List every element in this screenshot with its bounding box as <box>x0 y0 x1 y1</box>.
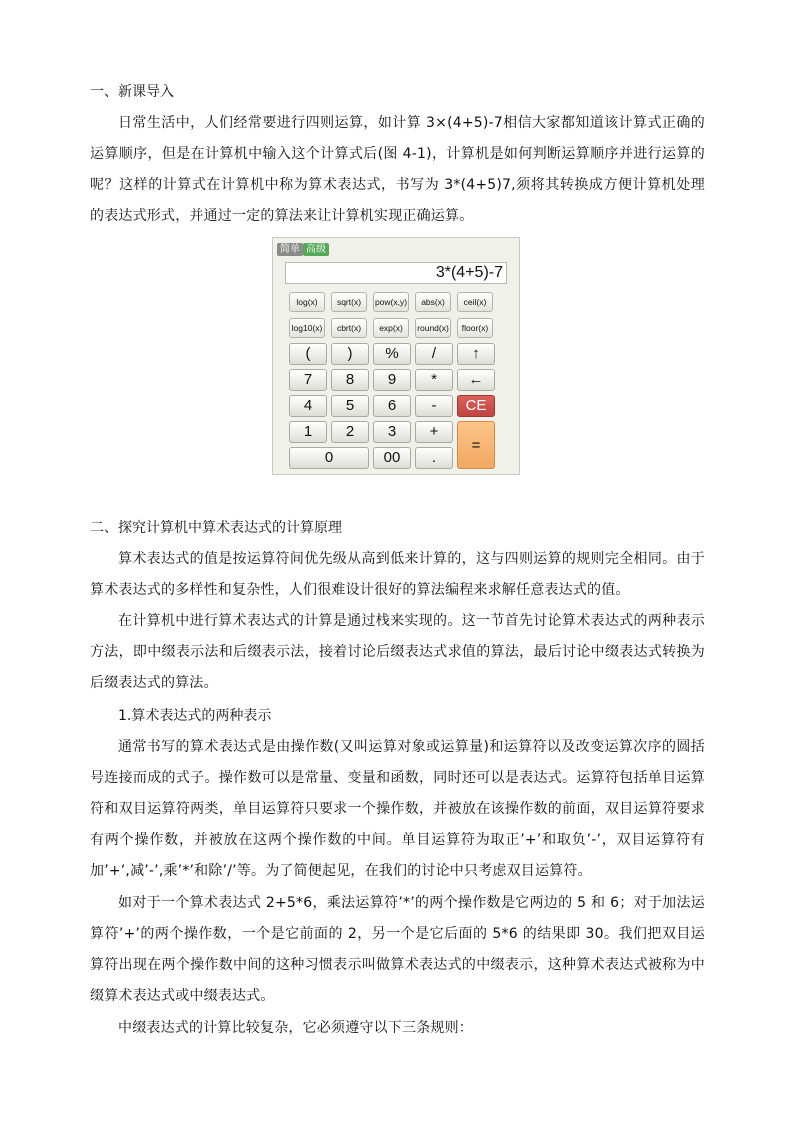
digit-5-button[interactable]: 5 <box>331 395 369 417</box>
mode-advanced-tab[interactable]: 高级 <box>303 243 329 256</box>
pow-button[interactable]: pow(x,y) <box>373 292 409 312</box>
section-heading-intro: 一、新课导入 <box>90 84 174 100</box>
digit-2-button[interactable]: 2 <box>331 421 369 443</box>
equals-button[interactable]: = <box>457 421 495 469</box>
paragraph-infix-example: 如对于一个算术表达式 2+5*6，乘法运算符’*’的两个操作数是它两边的 5 和 6；对于加法运算符’+’的两个操作数，一个是它前面的 2，另一个是它后面的 5*6 的结果即 30。我们把双目运算符出现在两个操作数中间的这种习惯表示叫做算术表达式的中缀表示，这种算术表达式被称为中缀算术表达式或中缀表达式。 <box>90 895 705 1004</box>
intro-paragraph: 日常生活中，人们经常要进行四则运算，如计算 3×(4+5)-7相信大家都知道该计算式正确的运算顺序，但是在计算机中输入这个计算式后(图 4-1)，计算机是如何判断运算顺序并进行运算的呢？这样的计算式在计算机中称为算术表达式，书写为 3*(4+5)7,须将其转换成方便计算机处理的表达式形式，并通过一定的算法来让计算机实现正确运算。 <box>90 115 705 224</box>
paragraph-priority: 算术表达式的值是按运算符间优先级从高到低来计算的，这与四则运算的规则完全相同。由于算术表达式的多样性和复杂性，人们很难设计很好的算法编程来求解任意表达式的值。 <box>90 551 705 598</box>
section-heading-principle: 二、探究计算机中算术表达式的计算原理 <box>90 520 342 536</box>
sqrt-button[interactable]: sqrt(x) <box>331 292 367 312</box>
digit-9-button[interactable]: 9 <box>373 369 411 391</box>
subsection-heading: 1.算术表达式的两种表示 <box>118 708 272 724</box>
backspace-arrow-icon[interactable]: ← <box>457 369 495 391</box>
percent-button[interactable]: % <box>373 343 411 365</box>
decimal-point-button[interactable]: . <box>415 447 453 469</box>
up-arrow-icon[interactable]: ↑ <box>457 343 495 365</box>
close-paren-button[interactable]: ) <box>331 343 369 365</box>
digit-4-button[interactable]: 4 <box>289 395 327 417</box>
paragraph-rules-intro: 中缀表达式的计算比较复杂，它必须遵守以下三条规则： <box>118 1020 473 1036</box>
divide-button[interactable]: / <box>415 343 453 365</box>
log-button[interactable]: log(x) <box>289 292 325 312</box>
calculator-display: 3*(4+5)-7 <box>285 262 507 284</box>
digit-3-button[interactable]: 3 <box>373 421 411 443</box>
mode-simple-tab[interactable]: 简单 <box>277 243 303 256</box>
exp-button[interactable]: exp(x) <box>373 318 409 338</box>
open-paren-button[interactable]: ( <box>289 343 327 365</box>
floor-button[interactable]: floor(x) <box>457 318 493 338</box>
calculator-figure <box>272 237 520 475</box>
round-button[interactable]: round(x) <box>415 318 451 338</box>
ceil-button[interactable]: ceil(x) <box>457 292 493 312</box>
plus-button[interactable]: + <box>415 421 453 443</box>
digit-0-button[interactable]: 0 <box>289 447 369 469</box>
paragraph-operands: 通常书写的算术表达式是由操作数(又叫运算对象或运算量)和运算符以及改变运算次序的圆括号连接而成的式子。操作数可以是常量、变量和函数，同时还可以是表达式。运算符包括单目运算符和双目运算符两类，单目运算符只要求一个操作数，并被放在该操作数的前面，双目运算符要求有两个操作数，并被放在这两个操作数的中间。单目运算符为取正’+’和取负’-’，双目运算符有加’+’,减’-’,乘’*’和除’/’等。为了简便起见，在我们的讨论中只考虑双目运算符。 <box>90 739 705 879</box>
digit-6-button[interactable]: 6 <box>373 395 411 417</box>
double-zero-button[interactable]: 00 <box>373 447 411 469</box>
digit-8-button[interactable]: 8 <box>331 369 369 391</box>
paragraph-stack: 在计算机中进行算术表达式的计算是通过栈来实现的。这一节首先讨论算术表达式的两种表示方法，即中缀表示法和后缀表示法，接着讨论后缀表达式求值的算法，最后讨论中缀表达式转换为后缀表达式的算法。 <box>90 613 705 691</box>
digit-1-button[interactable]: 1 <box>289 421 327 443</box>
minus-button[interactable]: - <box>415 395 453 417</box>
abs-button[interactable]: abs(x) <box>415 292 451 312</box>
digit-7-button[interactable]: 7 <box>289 369 327 391</box>
multiply-button[interactable]: * <box>415 369 453 391</box>
cbrt-button[interactable]: cbrt(x) <box>331 318 367 338</box>
clear-entry-button[interactable]: CE <box>457 395 495 417</box>
log10-button[interactable]: log10(x) <box>289 318 325 338</box>
